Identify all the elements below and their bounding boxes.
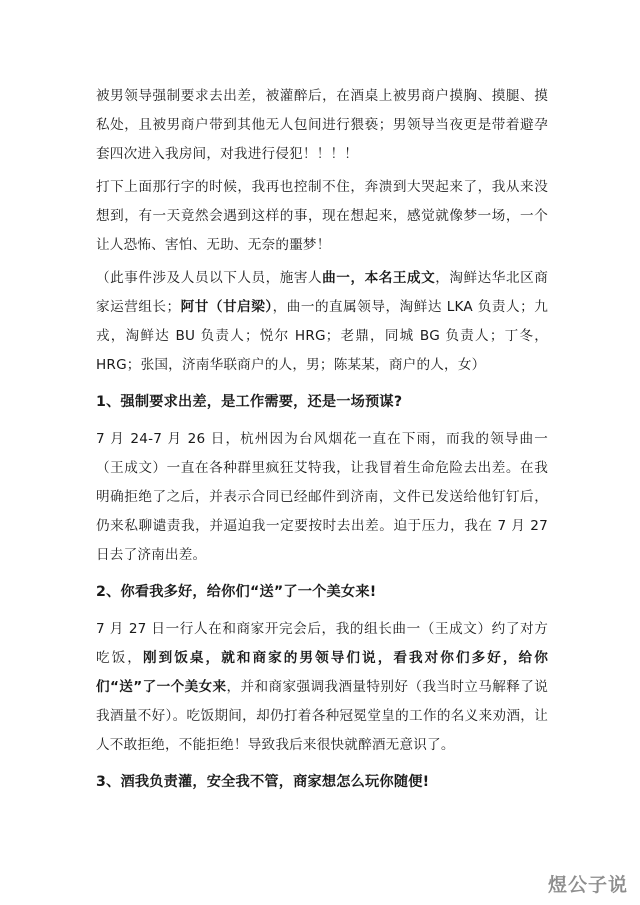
paragraph-intro: 被男领导强制要求去出差，被灌醉后，在酒桌上被男商户摸胸、摸腿、摸私处，且被男商户带到其他无人包间进行猥亵；男领导当夜更是带着避孕套四次进入我房间，对我进行侵犯！！！！: [96, 88, 548, 162]
dinner-bold-1: 刚到饭桌，就和商家的男领导们说，看我对你们多好，给你们“送”了一个美女来: [96, 650, 548, 695]
people-bold-2: 阿甘（甘启梁）: [180, 299, 273, 315]
document-body: [96, 82, 548, 805]
paragraph-emotion: 打下上面那行字的时候，我再也控制不住，奔溃到大哭起来了，我从来没想到，有一天竟然会遇到这样的事，现在想起来，感觉就像梦一场，一个让人恐怖、害怕、无助、无奈的噩梦！: [96, 179, 548, 253]
watermark-logo: 煜公子说: [547, 874, 628, 896]
paragraph-dinner: [96, 615, 548, 760]
heading-3: 3、酒我负责灌，安全我不管，商家想怎么玩你随便!: [96, 774, 430, 790]
people-text-1: （此事件涉及人员以下人员，施害人: [96, 270, 323, 286]
dinner-text-2: ，并和商家强调我酒量特别好（我当时立马解释了说我酒量不好）。吃饭期间，却仍打着各种冠冕堂皇的工作的名义来劝酒，让人不敢拒绝，不能拒绝！导致我后来很快就醉酒无意识了。: [96, 679, 548, 753]
dinner-text-1: 7 月 27 日一行人在和商家开完会后，我的组长曲一（王成文）约了对方吃饭，: [96, 621, 548, 666]
heading-2: 2、你看我多好，给你们“送”了一个美女来!: [96, 584, 377, 600]
paragraph-people-involved: [96, 264, 548, 380]
paragraph-business-trip: 7 月 24-7 月 26 日，杭州因为台风烟花一直在下雨，而我的领导曲一（王成文）一直在各种群里疯狂艾特我，让我冒着生命危险去出差。在我明确拒绝了之后，并表示合同已经邮件到济南，文件已发送给他钉钉后，仍来私聊谴责我，并逼迫我一定要按时去出差。迫于压力，我在 7 月 27 日去了济南出差。: [96, 431, 548, 563]
heading-1: 1、强制要求出差，是工作需要，还是一场预谋?: [96, 394, 403, 410]
people-text-3: ，曲一的直属领导，淘鲜达 LKA 负责人；九戎，淘鲜达 BU 负责人；悦尔 HRG；老鼎，同城 BG 负责人；丁冬，HRG；张国，济南华联商户的人，男；陈某某，商户的人，女）: [96, 299, 548, 373]
people-text-2: ，淘鲜达华北区商家运营组长；: [96, 270, 549, 315]
people-bold-1: 曲一，本名王成文: [322, 270, 436, 286]
